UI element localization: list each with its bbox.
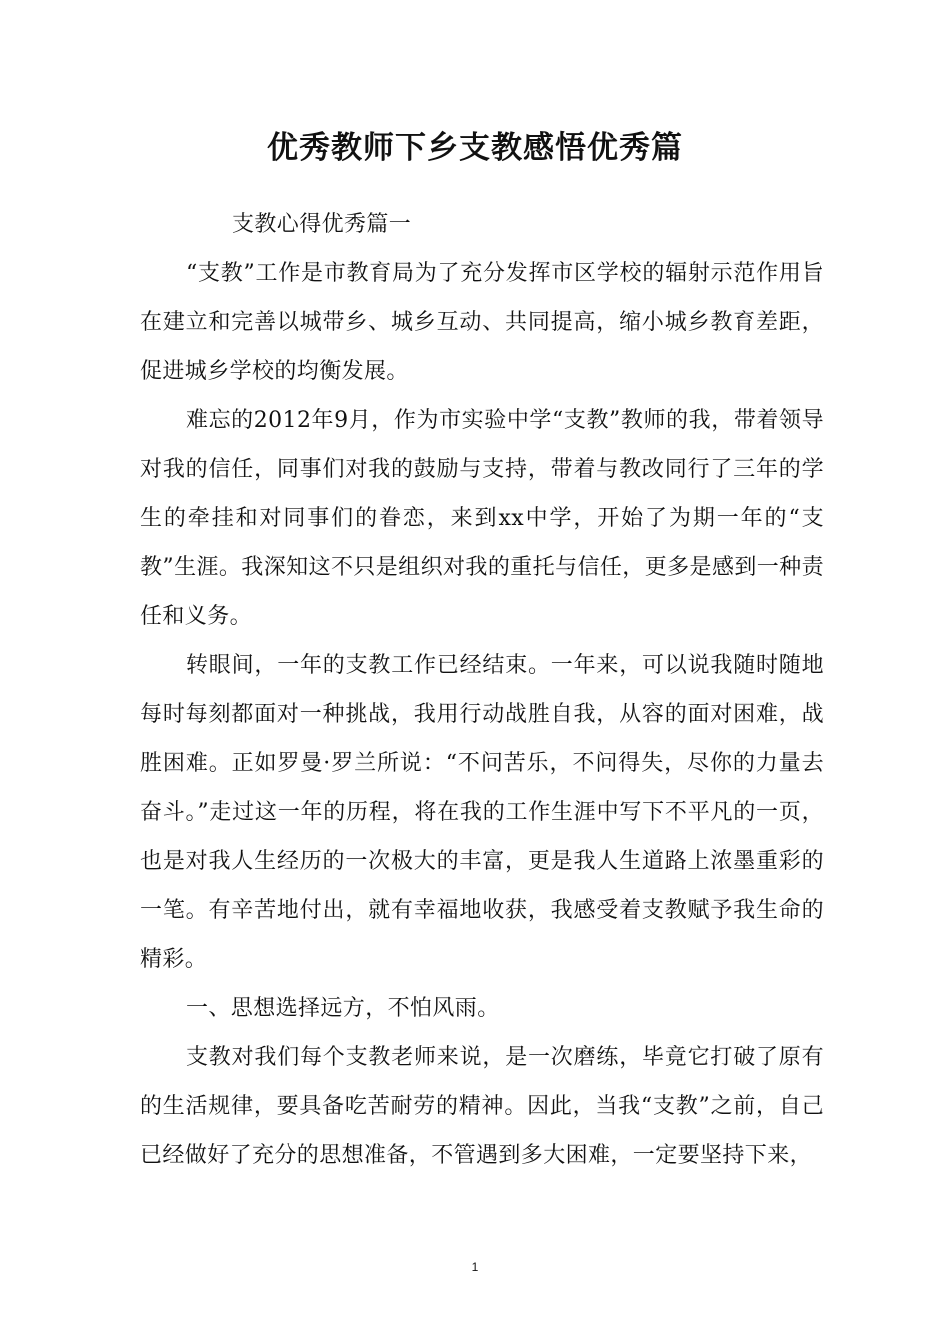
paragraph: 转眼间，一年的支教工作已经结束。一年来，可以说我随时随地每时每刻都面对一种挑战，我用行动战胜自我，从容的面对困难，战胜困难。正如罗曼·罗兰所说：“不问苦乐，不问得失，尽你的力量去奋斗。”走过这一年的历程，将在我的工作生涯中写下不平凡的一页，也是对我人生经历的一次极大的丰富，更是我人生道路上浓墨重彩的一笔。有辛苦地付出，就有幸福地收获，我感受着支教赋予我生命的精彩。 (140, 653, 824, 972)
section-heading: 一、思想选择远方，不怕风雨。 (186, 996, 500, 1021)
document-body (140, 200, 824, 1180)
page-number: 1 (471, 1260, 479, 1274)
section-subheading: 支教心得优秀篇一 (232, 212, 412, 237)
document-title: 优秀教师下乡支教感悟优秀篇 (267, 130, 683, 166)
paragraph: 难忘的2012年9月，作为市实验中学“支教”教师的我，带着领导对我的信任，同事们对我的鼓励与支持，带着与教改同行了三年的学生的牵挂和对同事们的眷恋，来到xx中学，开始了为期一年的“支教”生涯。我深知这不只是组织对我的重托与信任，更多是感到一种责任和义务。 (140, 408, 824, 629)
paragraph: 支教对我们每个支教老师来说，是一次磨练，毕竟它打破了原有的生活规律，要具备吃苦耐劳的精神。因此，当我“支教”之前，自己已经做好了充分的思想准备，不管遇到多大困难，一定要坚持下来， (140, 1045, 824, 1168)
paragraph: “支教”工作是市教育局为了充分发挥市区学校的辐射示范作用旨在建立和完善以城带乡、城乡互动、共同提高，缩小城乡教育差距，促进城乡学校的均衡发展。 (140, 261, 824, 384)
